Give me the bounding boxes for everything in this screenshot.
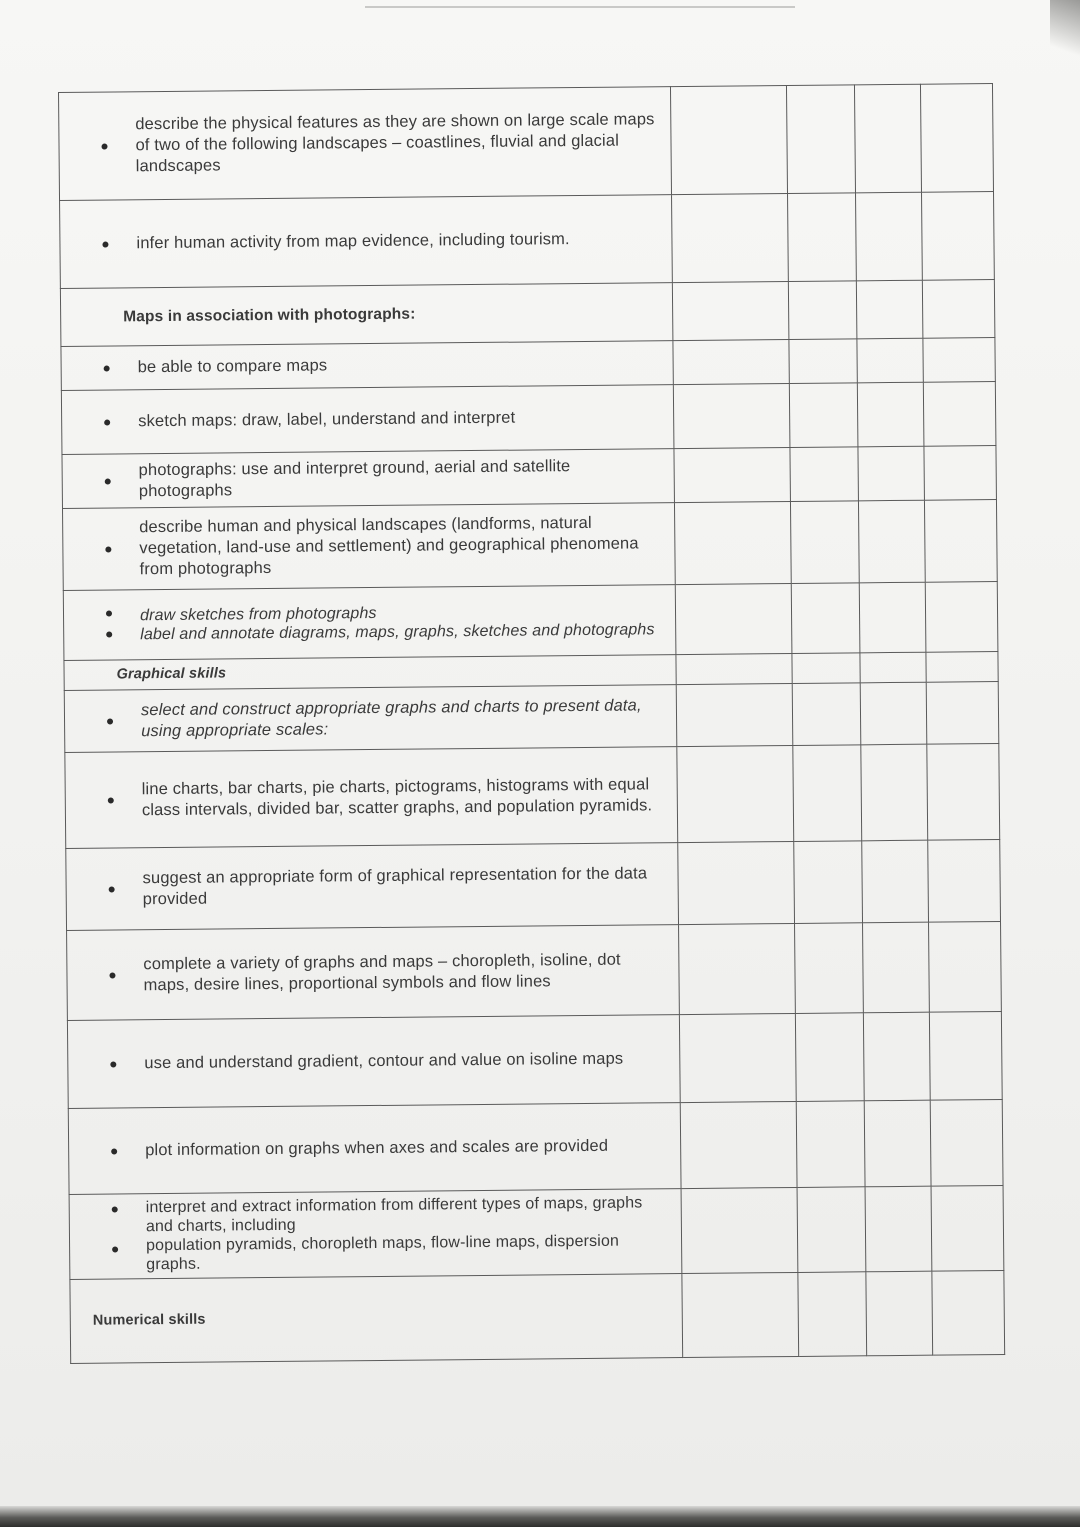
section-heading: Numerical skills <box>92 1311 206 1329</box>
check-cell[interactable] <box>674 501 791 584</box>
check-cell[interactable] <box>860 652 926 683</box>
skill-item: line charts, bar charts, pie charts, pictograms, histograms with equal class intervals, divided bar, scatter graphs, and population pyramids. <box>66 770 677 826</box>
bullet-dot <box>112 1206 118 1212</box>
check-cell[interactable] <box>794 841 863 924</box>
check-cell[interactable] <box>788 193 857 282</box>
check-cell[interactable] <box>798 1272 867 1357</box>
check-cell[interactable] <box>924 500 997 583</box>
check-cell[interactable] <box>672 281 789 340</box>
check-cell[interactable] <box>788 281 857 340</box>
table-row <box>60 192 995 289</box>
check-cell[interactable] <box>670 86 787 195</box>
check-cell[interactable] <box>864 1100 931 1187</box>
skill-item: photographs: use and interpret ground, aerial and satellite photographs <box>62 451 673 507</box>
check-cell[interactable] <box>682 1272 799 1357</box>
table-row <box>67 921 1002 1020</box>
check-cell[interactable] <box>865 1186 932 1272</box>
check-cell[interactable] <box>679 923 796 1014</box>
check-cell[interactable] <box>856 192 923 281</box>
bullet-dot <box>106 631 112 637</box>
check-cell[interactable] <box>928 839 1001 922</box>
check-cell[interactable] <box>796 1101 865 1188</box>
check-cell[interactable] <box>862 840 929 923</box>
check-cell[interactable] <box>790 501 859 584</box>
check-cell[interactable] <box>857 382 924 447</box>
check-cell[interactable] <box>793 745 862 842</box>
check-cell[interactable] <box>931 1185 1004 1271</box>
skill-item: suggest an appropriate form of graphical representation for the data provided <box>66 859 677 915</box>
table-row <box>67 1011 1002 1108</box>
skill-item: interpret and extract information from different types of maps, graphs and charts, including <box>145 1194 643 1236</box>
table-row <box>63 582 998 661</box>
table-row <box>66 839 1001 930</box>
check-cell[interactable] <box>926 652 998 683</box>
table-row <box>59 84 994 201</box>
skill-item: describe the physical features as they are shown on large scale maps of two of the following landscapes – coastlines, fluvial and glacial landscapes <box>59 105 671 182</box>
scan-bottom-edge <box>0 1506 1080 1527</box>
check-cell[interactable] <box>859 582 926 653</box>
check-cell[interactable] <box>923 382 996 447</box>
check-cell[interactable] <box>866 1271 933 1356</box>
table-row <box>61 382 996 455</box>
skill-item: draw sketches from photographs <box>139 604 377 624</box>
check-cell[interactable] <box>677 745 794 842</box>
check-cell[interactable] <box>927 743 1000 840</box>
check-cell[interactable] <box>786 85 855 194</box>
table-row <box>62 500 997 591</box>
check-cell[interactable] <box>791 583 860 654</box>
check-cell[interactable] <box>675 583 792 654</box>
skill-item: plot information on graphs when axes and scales are provided <box>69 1131 680 1166</box>
check-cell[interactable] <box>922 280 995 339</box>
check-cell[interactable] <box>673 383 790 448</box>
check-cell[interactable] <box>790 447 859 502</box>
check-cell[interactable] <box>857 338 923 383</box>
check-cell[interactable] <box>672 194 789 283</box>
check-cell[interactable] <box>789 383 858 448</box>
check-cell[interactable] <box>858 500 925 583</box>
check-cell[interactable] <box>676 653 792 684</box>
bullet-dot <box>112 1246 118 1252</box>
check-cell[interactable] <box>789 339 857 384</box>
check-cell[interactable] <box>924 446 997 501</box>
check-cell[interactable] <box>860 682 927 745</box>
checklist-table <box>58 83 1005 1364</box>
skill-item-pair <box>64 597 675 649</box>
table-row <box>68 1099 1003 1194</box>
skill-item: describe human and physical landscapes (landforms, natural vegetation, land-use and settlement) and geographical phenomena from photographs <box>63 508 675 585</box>
table-row <box>62 446 996 509</box>
check-cell[interactable] <box>930 1099 1003 1186</box>
table-row <box>60 280 995 347</box>
check-cell[interactable] <box>923 338 995 383</box>
bullet-dot <box>106 610 112 616</box>
skill-item: infer human activity from map evidence, including tourism. <box>60 224 671 259</box>
skill-item: be able to compare maps <box>62 348 673 383</box>
check-cell[interactable] <box>920 84 993 193</box>
check-cell[interactable] <box>792 683 861 746</box>
check-cell[interactable] <box>929 921 1002 1012</box>
check-cell[interactable] <box>676 683 793 746</box>
table-row <box>64 682 999 753</box>
table-row <box>69 1185 1004 1279</box>
check-cell[interactable] <box>792 653 860 684</box>
skill-item: population pyramids, choropleth maps, flow-line maps, dispersion graphs. <box>145 1232 620 1274</box>
skill-item: complete a variety of graphs and maps – choropleth, isoline, dot maps, desire lines, proportional symbols and flow lines <box>67 945 678 1001</box>
check-cell[interactable] <box>795 923 864 1014</box>
section-heading: Graphical skills <box>116 665 227 683</box>
skill-item-pair <box>70 1189 682 1279</box>
check-cell[interactable] <box>929 1011 1002 1100</box>
check-cell[interactable] <box>797 1187 866 1273</box>
skill-item: select and construct appropriate graphs and charts to present data, using appropriate scales: <box>65 691 676 747</box>
check-cell[interactable] <box>863 1012 930 1101</box>
top-rule <box>365 6 795 8</box>
table-row <box>65 743 1000 848</box>
check-cell[interactable] <box>854 84 921 193</box>
skill-item: sketch maps: draw, label, understand and interpret <box>62 402 673 437</box>
skill-item: use and understand gradient, contour and value on isoline maps <box>68 1044 679 1079</box>
check-cell[interactable] <box>858 446 925 501</box>
corner-shadow <box>1050 0 1080 60</box>
check-cell[interactable] <box>856 280 923 339</box>
check-cell[interactable] <box>932 1270 1005 1355</box>
check-cell[interactable] <box>674 447 791 502</box>
check-cell[interactable] <box>861 744 928 841</box>
skills-checklist <box>58 83 1005 1364</box>
check-cell[interactable] <box>926 682 999 745</box>
check-cell[interactable] <box>673 339 789 384</box>
skill-item: label and annotate diagrams, maps, graphs, sketches and photographs <box>140 620 655 643</box>
check-cell[interactable] <box>925 582 998 653</box>
check-cell[interactable] <box>679 1013 796 1102</box>
check-cell[interactable] <box>795 1013 864 1102</box>
check-cell[interactable] <box>863 922 930 1013</box>
check-cell[interactable] <box>681 1187 798 1273</box>
table-row <box>70 1270 1005 1363</box>
check-cell[interactable] <box>678 841 795 924</box>
check-cell[interactable] <box>680 1101 797 1188</box>
check-cell[interactable] <box>922 192 995 281</box>
section-heading: Maps in association with photographs: <box>123 305 416 326</box>
